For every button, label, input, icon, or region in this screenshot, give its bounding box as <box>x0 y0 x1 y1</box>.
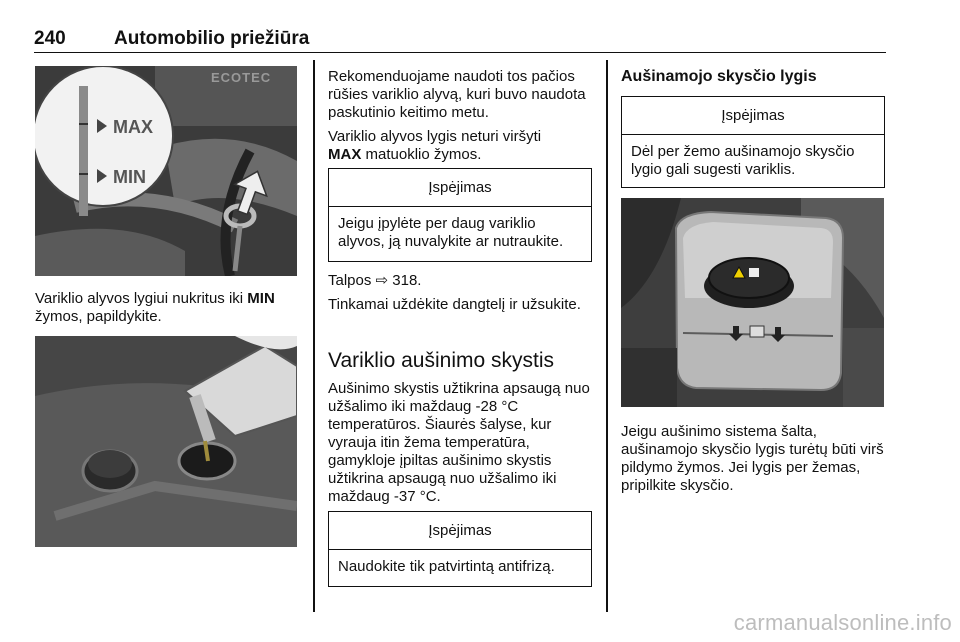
dipstick-photo <box>35 66 297 276</box>
dipstick-illustration <box>35 66 297 276</box>
capacity-reference <box>328 272 596 290</box>
column-divider <box>606 60 608 612</box>
min-mark: MIN <box>247 290 275 307</box>
paragraph-max-level <box>328 128 596 164</box>
watermark: carmanualsonline.info <box>733 610 952 635</box>
warning-box-overfill <box>328 168 592 262</box>
coolant-reservoir-illustration <box>621 198 884 407</box>
page-title: Automobilio priežiūra <box>114 28 310 49</box>
engine-badge: ECOTEC <box>211 70 272 85</box>
page-reference-link[interactable]: 318. <box>388 272 422 289</box>
paragraph-coolant-level-check: Jeigu aušinimo sistema šalta, aušinamojo skysčio lygis turėtų būti virš pildymo žymos. Jei lygis per žemas, pripilkite skysčio. <box>621 423 884 494</box>
warning-text: Naudokite tik patvirtintą antifrizą. <box>338 558 555 575</box>
warning-box-antifreeze <box>328 511 592 587</box>
coolant-reservoir-photo <box>621 198 884 407</box>
paragraph-coolant-protection: Aušinimo skystis užtikrina apsaugą nuo užšalimo iki maždaug -28 °C temperatūros. Šiaurės šalyse, kur vyrauja itin žema temperatūra, gamykloje įpiltas aušinimo skystis užtikrina apsaugą nuo užšalimo iki maždaug -37 °C. <box>328 380 590 505</box>
dipstick-min-label: MIN <box>113 167 146 187</box>
page-number: 240 <box>34 28 66 49</box>
paragraph-oil-recommendation: Rekomenduojame naudoti tos pačios rūšies variklio alyvą, kuri buvo naudota paskutinio keitimo metu. <box>328 68 586 121</box>
warning-text: Jeigu įpylėte per daug variklio alyvos, ją nuvalykite ar nutraukite. <box>338 215 564 250</box>
column-divider <box>313 60 315 612</box>
warning-title: Įspėjimas <box>329 512 591 550</box>
warning-title: Įspėjimas <box>329 169 591 207</box>
text-segment: žymos, papildykite. <box>35 308 162 325</box>
paragraph-cap-instruction: Tinkamai uždėkite dangtelį ir užsukite. <box>328 296 581 313</box>
page-reference-icon: ⇨ <box>375 272 389 289</box>
oil-filling-illustration <box>35 336 297 547</box>
page-header <box>34 28 886 53</box>
text-segment: Variklio alyvos lygiui nukritus iki <box>35 290 248 307</box>
paragraph-min-level <box>35 290 305 326</box>
warning-text: Dėl per žemo aušinamojo skysčio lygio gali sugesti variklis. <box>631 143 855 178</box>
subsection-heading-coolant-level: Aušinamojo skysčio lygis <box>621 68 817 85</box>
max-mark: MAX <box>328 146 362 163</box>
text-segment: matuoklio žymos. <box>361 146 482 163</box>
warning-title: Įspėjimas <box>622 97 884 135</box>
warning-box-low-coolant <box>621 96 885 188</box>
text-segment: Talpos <box>328 272 376 289</box>
oil-filling-photo <box>35 336 297 547</box>
text-segment: Variklio alyvos lygis neturi viršyti <box>328 128 542 145</box>
dipstick-max-label: MAX <box>113 117 153 137</box>
section-heading-coolant: Variklio aušinimo skystis <box>328 349 555 372</box>
